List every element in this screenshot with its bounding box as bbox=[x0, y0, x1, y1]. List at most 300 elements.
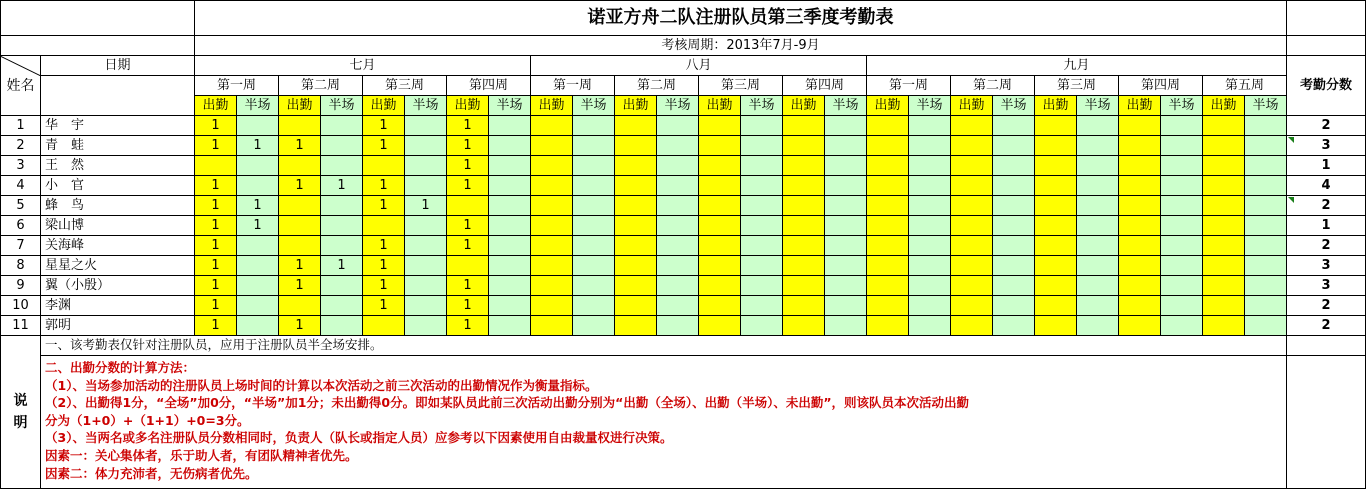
half-cell[interactable] bbox=[1077, 276, 1119, 296]
attend-cell[interactable]: 1 bbox=[279, 136, 321, 156]
attend-cell[interactable] bbox=[867, 196, 909, 216]
attend-cell[interactable] bbox=[1035, 256, 1077, 276]
attend-cell[interactable] bbox=[867, 136, 909, 156]
half-cell[interactable] bbox=[1077, 136, 1119, 156]
attend-subheader: 出勤 bbox=[447, 96, 489, 116]
attend-cell[interactable] bbox=[783, 296, 825, 316]
half-cell[interactable] bbox=[657, 176, 699, 196]
attend-cell[interactable] bbox=[531, 276, 573, 296]
half-cell[interactable] bbox=[909, 156, 951, 176]
attend-cell[interactable] bbox=[615, 156, 657, 176]
half-cell[interactable] bbox=[1161, 276, 1203, 296]
half-cell[interactable] bbox=[741, 196, 783, 216]
attend-cell[interactable] bbox=[363, 216, 405, 236]
half-cell[interactable] bbox=[657, 156, 699, 176]
half-cell[interactable] bbox=[321, 136, 363, 156]
half-cell[interactable] bbox=[489, 236, 531, 256]
attend-cell[interactable] bbox=[279, 216, 321, 236]
notes-label-char: 明 bbox=[13, 415, 28, 431]
half-cell[interactable] bbox=[909, 276, 951, 296]
half-cell[interactable] bbox=[1245, 216, 1287, 236]
half-cell[interactable] bbox=[237, 176, 279, 196]
half-cell[interactable] bbox=[741, 156, 783, 176]
half-cell[interactable] bbox=[825, 176, 867, 196]
half-cell[interactable] bbox=[993, 216, 1035, 236]
attend-cell[interactable] bbox=[363, 156, 405, 176]
half-cell[interactable] bbox=[741, 176, 783, 196]
attend-cell[interactable] bbox=[1035, 276, 1077, 296]
half-cell[interactable] bbox=[657, 196, 699, 216]
attend-cell[interactable] bbox=[867, 236, 909, 256]
half-cell[interactable] bbox=[321, 116, 363, 136]
attend-cell[interactable]: 1 bbox=[195, 236, 237, 256]
half-cell[interactable] bbox=[657, 236, 699, 256]
half-cell[interactable] bbox=[909, 196, 951, 216]
notes-label bbox=[0, 336, 41, 489]
attend-cell[interactable] bbox=[783, 196, 825, 216]
half-cell[interactable] bbox=[909, 256, 951, 276]
half-cell[interactable] bbox=[825, 196, 867, 216]
attend-cell[interactable] bbox=[1035, 156, 1077, 176]
row-number: 11 bbox=[0, 316, 41, 336]
half-cell[interactable] bbox=[657, 116, 699, 136]
attend-cell[interactable] bbox=[867, 176, 909, 196]
attend-cell[interactable] bbox=[951, 316, 993, 336]
half-cell[interactable] bbox=[825, 256, 867, 276]
half-cell[interactable] bbox=[1161, 196, 1203, 216]
attend-cell[interactable]: 1 bbox=[195, 296, 237, 316]
attend-cell[interactable]: 1 bbox=[279, 176, 321, 196]
half-cell[interactable] bbox=[825, 236, 867, 256]
attend-cell[interactable] bbox=[951, 256, 993, 276]
attend-cell[interactable] bbox=[195, 156, 237, 176]
half-cell[interactable] bbox=[405, 156, 447, 176]
half-cell[interactable] bbox=[573, 276, 615, 296]
half-cell[interactable] bbox=[909, 176, 951, 196]
half-cell[interactable]: 1 bbox=[321, 256, 363, 276]
half-cell[interactable] bbox=[1077, 236, 1119, 256]
attend-cell[interactable] bbox=[615, 296, 657, 316]
half-cell[interactable] bbox=[1077, 176, 1119, 196]
attend-cell[interactable] bbox=[1035, 216, 1077, 236]
half-cell[interactable] bbox=[741, 276, 783, 296]
attend-cell[interactable]: 1 bbox=[195, 276, 237, 296]
half-cell[interactable] bbox=[489, 196, 531, 216]
attend-cell[interactable] bbox=[699, 276, 741, 296]
half-cell[interactable] bbox=[1245, 296, 1287, 316]
half-cell[interactable] bbox=[657, 296, 699, 316]
attend-cell[interactable] bbox=[1119, 276, 1161, 296]
attend-cell[interactable] bbox=[699, 296, 741, 316]
half-cell[interactable] bbox=[1161, 156, 1203, 176]
member-name: 小 官 bbox=[41, 176, 195, 196]
half-cell[interactable] bbox=[573, 216, 615, 236]
attend-cell[interactable] bbox=[531, 216, 573, 236]
attend-cell[interactable] bbox=[783, 256, 825, 276]
half-cell[interactable] bbox=[573, 236, 615, 256]
attend-cell[interactable] bbox=[363, 316, 405, 336]
attend-cell[interactable]: 1 bbox=[363, 116, 405, 136]
attend-cell[interactable] bbox=[1035, 116, 1077, 136]
attend-cell[interactable]: 1 bbox=[363, 176, 405, 196]
half-cell[interactable] bbox=[741, 296, 783, 316]
half-cell[interactable] bbox=[825, 216, 867, 236]
half-cell[interactable] bbox=[993, 156, 1035, 176]
attend-cell[interactable]: 1 bbox=[195, 116, 237, 136]
half-cell[interactable] bbox=[993, 236, 1035, 256]
attend-cell[interactable] bbox=[783, 116, 825, 136]
half-cell[interactable] bbox=[993, 176, 1035, 196]
half-cell[interactable]: 1 bbox=[237, 196, 279, 216]
attend-cell[interactable] bbox=[447, 256, 489, 276]
row-number: 9 bbox=[0, 276, 41, 296]
half-cell[interactable] bbox=[405, 296, 447, 316]
row-number: 7 bbox=[0, 236, 41, 256]
half-cell[interactable] bbox=[405, 136, 447, 156]
attend-cell[interactable] bbox=[951, 156, 993, 176]
attend-cell[interactable] bbox=[1203, 156, 1245, 176]
attend-cell[interactable]: 1 bbox=[447, 136, 489, 156]
attend-cell[interactable] bbox=[951, 236, 993, 256]
attend-cell[interactable] bbox=[951, 136, 993, 156]
half-cell[interactable] bbox=[489, 276, 531, 296]
attend-cell[interactable] bbox=[531, 156, 573, 176]
half-cell[interactable] bbox=[321, 156, 363, 176]
attend-cell[interactable] bbox=[279, 196, 321, 216]
half-cell[interactable] bbox=[909, 316, 951, 336]
half-cell[interactable]: 1 bbox=[321, 176, 363, 196]
half-cell[interactable] bbox=[825, 316, 867, 336]
attend-cell[interactable] bbox=[615, 316, 657, 336]
attend-cell[interactable]: 1 bbox=[447, 116, 489, 136]
half-cell[interactable] bbox=[657, 136, 699, 156]
half-cell[interactable] bbox=[993, 256, 1035, 276]
half-cell[interactable] bbox=[993, 196, 1035, 216]
attend-cell[interactable] bbox=[699, 236, 741, 256]
half-cell[interactable] bbox=[489, 136, 531, 156]
half-cell[interactable] bbox=[657, 316, 699, 336]
half-cell[interactable] bbox=[573, 316, 615, 336]
half-cell[interactable] bbox=[405, 256, 447, 276]
attend-cell[interactable] bbox=[867, 316, 909, 336]
half-cell[interactable] bbox=[993, 316, 1035, 336]
attend-cell[interactable]: 1 bbox=[363, 296, 405, 316]
attend-cell[interactable] bbox=[951, 216, 993, 236]
half-cell[interactable]: 1 bbox=[237, 136, 279, 156]
attend-cell[interactable] bbox=[615, 276, 657, 296]
attend-cell[interactable] bbox=[783, 236, 825, 256]
half-cell[interactable] bbox=[1077, 116, 1119, 136]
attend-cell[interactable] bbox=[1119, 136, 1161, 156]
attend-cell[interactable] bbox=[1035, 176, 1077, 196]
attend-cell[interactable]: 1 bbox=[447, 296, 489, 316]
attend-cell[interactable] bbox=[1035, 196, 1077, 216]
half-cell[interactable] bbox=[405, 236, 447, 256]
half-cell[interactable]: 1 bbox=[237, 216, 279, 236]
attend-cell[interactable] bbox=[1035, 316, 1077, 336]
attend-cell[interactable] bbox=[1203, 136, 1245, 156]
half-cell[interactable] bbox=[741, 316, 783, 336]
attend-cell[interactable]: 1 bbox=[279, 276, 321, 296]
attend-cell[interactable] bbox=[1119, 216, 1161, 236]
half-cell[interactable] bbox=[909, 216, 951, 236]
attend-cell[interactable]: 1 bbox=[195, 176, 237, 196]
half-cell[interactable] bbox=[993, 116, 1035, 136]
attend-cell[interactable] bbox=[1035, 236, 1077, 256]
half-cell[interactable] bbox=[489, 156, 531, 176]
half-cell[interactable] bbox=[573, 296, 615, 316]
attend-cell[interactable] bbox=[867, 296, 909, 316]
attend-cell[interactable] bbox=[1119, 116, 1161, 136]
attend-cell[interactable] bbox=[699, 256, 741, 276]
half-cell[interactable]: 1 bbox=[405, 196, 447, 216]
attend-cell[interactable] bbox=[1203, 176, 1245, 196]
half-cell[interactable] bbox=[825, 296, 867, 316]
attend-cell[interactable] bbox=[951, 276, 993, 296]
attend-cell[interactable]: 1 bbox=[447, 176, 489, 196]
half-cell[interactable] bbox=[1161, 116, 1203, 136]
attend-cell[interactable]: 1 bbox=[363, 256, 405, 276]
attend-cell[interactable] bbox=[531, 176, 573, 196]
attend-cell[interactable]: 1 bbox=[195, 136, 237, 156]
attend-cell[interactable] bbox=[1119, 236, 1161, 256]
attend-cell[interactable] bbox=[699, 156, 741, 176]
half-cell[interactable] bbox=[741, 236, 783, 256]
half-cell[interactable] bbox=[405, 116, 447, 136]
half-cell[interactable] bbox=[1077, 156, 1119, 176]
attend-cell[interactable] bbox=[867, 116, 909, 136]
attend-cell[interactable] bbox=[867, 216, 909, 236]
date-header: 日期 bbox=[41, 56, 195, 76]
half-cell[interactable] bbox=[993, 296, 1035, 316]
half-cell[interactable] bbox=[1245, 116, 1287, 136]
attend-cell[interactable] bbox=[615, 256, 657, 276]
half-cell[interactable] bbox=[489, 116, 531, 136]
attend-cell[interactable] bbox=[783, 316, 825, 336]
attend-cell[interactable] bbox=[531, 296, 573, 316]
half-cell[interactable] bbox=[1161, 176, 1203, 196]
half-cell[interactable] bbox=[1245, 176, 1287, 196]
attend-cell[interactable] bbox=[531, 316, 573, 336]
half-cell[interactable] bbox=[405, 176, 447, 196]
attend-cell[interactable]: 1 bbox=[195, 316, 237, 336]
half-cell[interactable] bbox=[237, 116, 279, 136]
half-cell[interactable] bbox=[405, 316, 447, 336]
attend-cell[interactable] bbox=[615, 236, 657, 256]
attend-subheader: 出勤 bbox=[195, 96, 237, 116]
attend-cell[interactable] bbox=[1119, 316, 1161, 336]
half-cell[interactable] bbox=[909, 116, 951, 136]
attend-cell[interactable] bbox=[783, 156, 825, 176]
attend-cell[interactable] bbox=[447, 196, 489, 216]
attend-cell[interactable] bbox=[951, 196, 993, 216]
half-cell[interactable] bbox=[909, 296, 951, 316]
half-cell[interactable] bbox=[825, 276, 867, 296]
attend-cell[interactable]: 1 bbox=[363, 276, 405, 296]
attend-cell[interactable] bbox=[1203, 256, 1245, 276]
half-cell[interactable] bbox=[741, 116, 783, 136]
attend-cell[interactable] bbox=[699, 316, 741, 336]
half-cell[interactable] bbox=[489, 216, 531, 236]
half-cell[interactable] bbox=[573, 176, 615, 196]
half-cell[interactable] bbox=[1077, 256, 1119, 276]
attend-cell[interactable] bbox=[279, 296, 321, 316]
attend-cell[interactable] bbox=[699, 136, 741, 156]
attend-cell[interactable] bbox=[615, 136, 657, 156]
half-cell[interactable] bbox=[237, 236, 279, 256]
attend-subheader: 出勤 bbox=[363, 96, 405, 116]
attend-cell[interactable] bbox=[531, 256, 573, 276]
half-cell[interactable] bbox=[825, 156, 867, 176]
attend-cell[interactable] bbox=[531, 196, 573, 216]
attend-cell[interactable] bbox=[1203, 116, 1245, 136]
attend-cell[interactable] bbox=[867, 256, 909, 276]
attend-cell[interactable]: 1 bbox=[279, 316, 321, 336]
attend-cell[interactable] bbox=[1203, 296, 1245, 316]
attend-cell[interactable] bbox=[951, 296, 993, 316]
half-cell[interactable] bbox=[237, 316, 279, 336]
half-cell[interactable] bbox=[1161, 236, 1203, 256]
half-cell[interactable] bbox=[657, 276, 699, 296]
half-cell[interactable] bbox=[321, 196, 363, 216]
attend-cell[interactable] bbox=[699, 216, 741, 236]
half-cell[interactable] bbox=[1245, 316, 1287, 336]
half-cell[interactable] bbox=[237, 296, 279, 316]
half-cell[interactable] bbox=[1245, 136, 1287, 156]
half-cell[interactable] bbox=[1245, 256, 1287, 276]
attend-cell[interactable] bbox=[615, 116, 657, 136]
attend-cell[interactable] bbox=[783, 276, 825, 296]
half-cell[interactable] bbox=[573, 156, 615, 176]
attend-cell[interactable]: 1 bbox=[363, 196, 405, 216]
half-cell[interactable] bbox=[1161, 216, 1203, 236]
note-line-1: 一、该考勤表仅针对注册队员，应用于注册队员半全场安排。 bbox=[41, 336, 1287, 356]
half-cell[interactable] bbox=[489, 176, 531, 196]
attendance-score: 2 bbox=[1287, 236, 1366, 256]
half-cell[interactable] bbox=[1077, 296, 1119, 316]
attend-cell[interactable]: 1 bbox=[195, 256, 237, 276]
attend-cell[interactable] bbox=[1203, 236, 1245, 256]
half-cell[interactable] bbox=[993, 136, 1035, 156]
attend-cell[interactable] bbox=[279, 156, 321, 176]
half-cell[interactable] bbox=[825, 116, 867, 136]
attend-cell[interactable] bbox=[531, 116, 573, 136]
attend-cell[interactable] bbox=[867, 276, 909, 296]
half-cell[interactable] bbox=[573, 116, 615, 136]
attend-cell[interactable] bbox=[615, 176, 657, 196]
half-cell[interactable] bbox=[489, 296, 531, 316]
half-cell[interactable] bbox=[573, 256, 615, 276]
attend-cell[interactable] bbox=[783, 176, 825, 196]
half-cell[interactable] bbox=[909, 136, 951, 156]
attend-cell[interactable] bbox=[951, 176, 993, 196]
half-cell[interactable] bbox=[1077, 216, 1119, 236]
notes-label-char: 说 bbox=[13, 393, 28, 409]
half-cell[interactable] bbox=[1161, 316, 1203, 336]
attend-cell[interactable] bbox=[1119, 156, 1161, 176]
half-cell[interactable] bbox=[489, 256, 531, 276]
half-cell[interactable] bbox=[489, 316, 531, 336]
attend-cell[interactable] bbox=[699, 116, 741, 136]
half-cell[interactable] bbox=[657, 256, 699, 276]
half-cell[interactable] bbox=[573, 136, 615, 156]
attend-cell[interactable]: 1 bbox=[447, 216, 489, 236]
attend-cell[interactable] bbox=[1203, 276, 1245, 296]
half-cell[interactable] bbox=[321, 236, 363, 256]
attend-cell[interactable]: 1 bbox=[447, 236, 489, 256]
half-cell[interactable] bbox=[993, 276, 1035, 296]
half-cell[interactable] bbox=[321, 316, 363, 336]
half-cell[interactable] bbox=[1245, 236, 1287, 256]
half-cell[interactable] bbox=[237, 256, 279, 276]
half-cell[interactable] bbox=[741, 256, 783, 276]
half-cell[interactable] bbox=[1161, 136, 1203, 156]
attend-cell[interactable] bbox=[1119, 296, 1161, 316]
attend-cell[interactable]: 1 bbox=[363, 236, 405, 256]
half-cell[interactable] bbox=[405, 216, 447, 236]
half-cell[interactable] bbox=[1077, 316, 1119, 336]
attend-cell[interactable] bbox=[1119, 176, 1161, 196]
attend-cell[interactable] bbox=[279, 236, 321, 256]
attend-cell[interactable] bbox=[1119, 256, 1161, 276]
attend-cell[interactable]: 1 bbox=[447, 276, 489, 296]
attend-cell[interactable] bbox=[783, 216, 825, 236]
half-cell[interactable] bbox=[657, 216, 699, 236]
half-cell[interactable] bbox=[825, 136, 867, 156]
attend-cell[interactable] bbox=[1119, 196, 1161, 216]
attend-cell[interactable] bbox=[699, 176, 741, 196]
half-cell[interactable] bbox=[1077, 196, 1119, 216]
half-cell[interactable] bbox=[1245, 156, 1287, 176]
half-cell[interactable] bbox=[237, 156, 279, 176]
attend-cell[interactable] bbox=[531, 136, 573, 156]
attend-cell[interactable] bbox=[867, 156, 909, 176]
attend-cell[interactable] bbox=[279, 116, 321, 136]
half-cell[interactable] bbox=[1245, 276, 1287, 296]
attend-cell[interactable]: 1 bbox=[279, 256, 321, 276]
attend-cell[interactable]: 1 bbox=[195, 196, 237, 216]
attend-cell[interactable] bbox=[1203, 316, 1245, 336]
attend-cell[interactable] bbox=[951, 116, 993, 136]
attend-cell[interactable] bbox=[783, 136, 825, 156]
attendance-score: 3 bbox=[1287, 276, 1366, 296]
attend-cell[interactable] bbox=[615, 196, 657, 216]
half-cell[interactable] bbox=[741, 216, 783, 236]
attend-cell[interactable] bbox=[1035, 296, 1077, 316]
half-cell[interactable] bbox=[741, 136, 783, 156]
half-cell[interactable] bbox=[405, 276, 447, 296]
attend-cell[interactable] bbox=[615, 216, 657, 236]
attend-cell[interactable] bbox=[1035, 136, 1077, 156]
attend-cell[interactable] bbox=[531, 236, 573, 256]
half-cell[interactable] bbox=[321, 216, 363, 236]
half-cell[interactable] bbox=[237, 276, 279, 296]
half-cell[interactable] bbox=[1161, 296, 1203, 316]
attend-cell[interactable]: 1 bbox=[363, 136, 405, 156]
half-cell[interactable] bbox=[321, 276, 363, 296]
attend-cell[interactable]: 1 bbox=[447, 156, 489, 176]
half-cell[interactable] bbox=[909, 236, 951, 256]
attend-cell[interactable] bbox=[699, 196, 741, 216]
half-cell[interactable] bbox=[1245, 196, 1287, 216]
attend-cell[interactable] bbox=[1203, 216, 1245, 236]
half-cell[interactable] bbox=[321, 296, 363, 316]
half-cell[interactable] bbox=[573, 196, 615, 216]
attend-cell[interactable]: 1 bbox=[447, 316, 489, 336]
attend-cell[interactable]: 1 bbox=[195, 216, 237, 236]
attend-cell[interactable] bbox=[1203, 196, 1245, 216]
half-cell[interactable] bbox=[1161, 256, 1203, 276]
